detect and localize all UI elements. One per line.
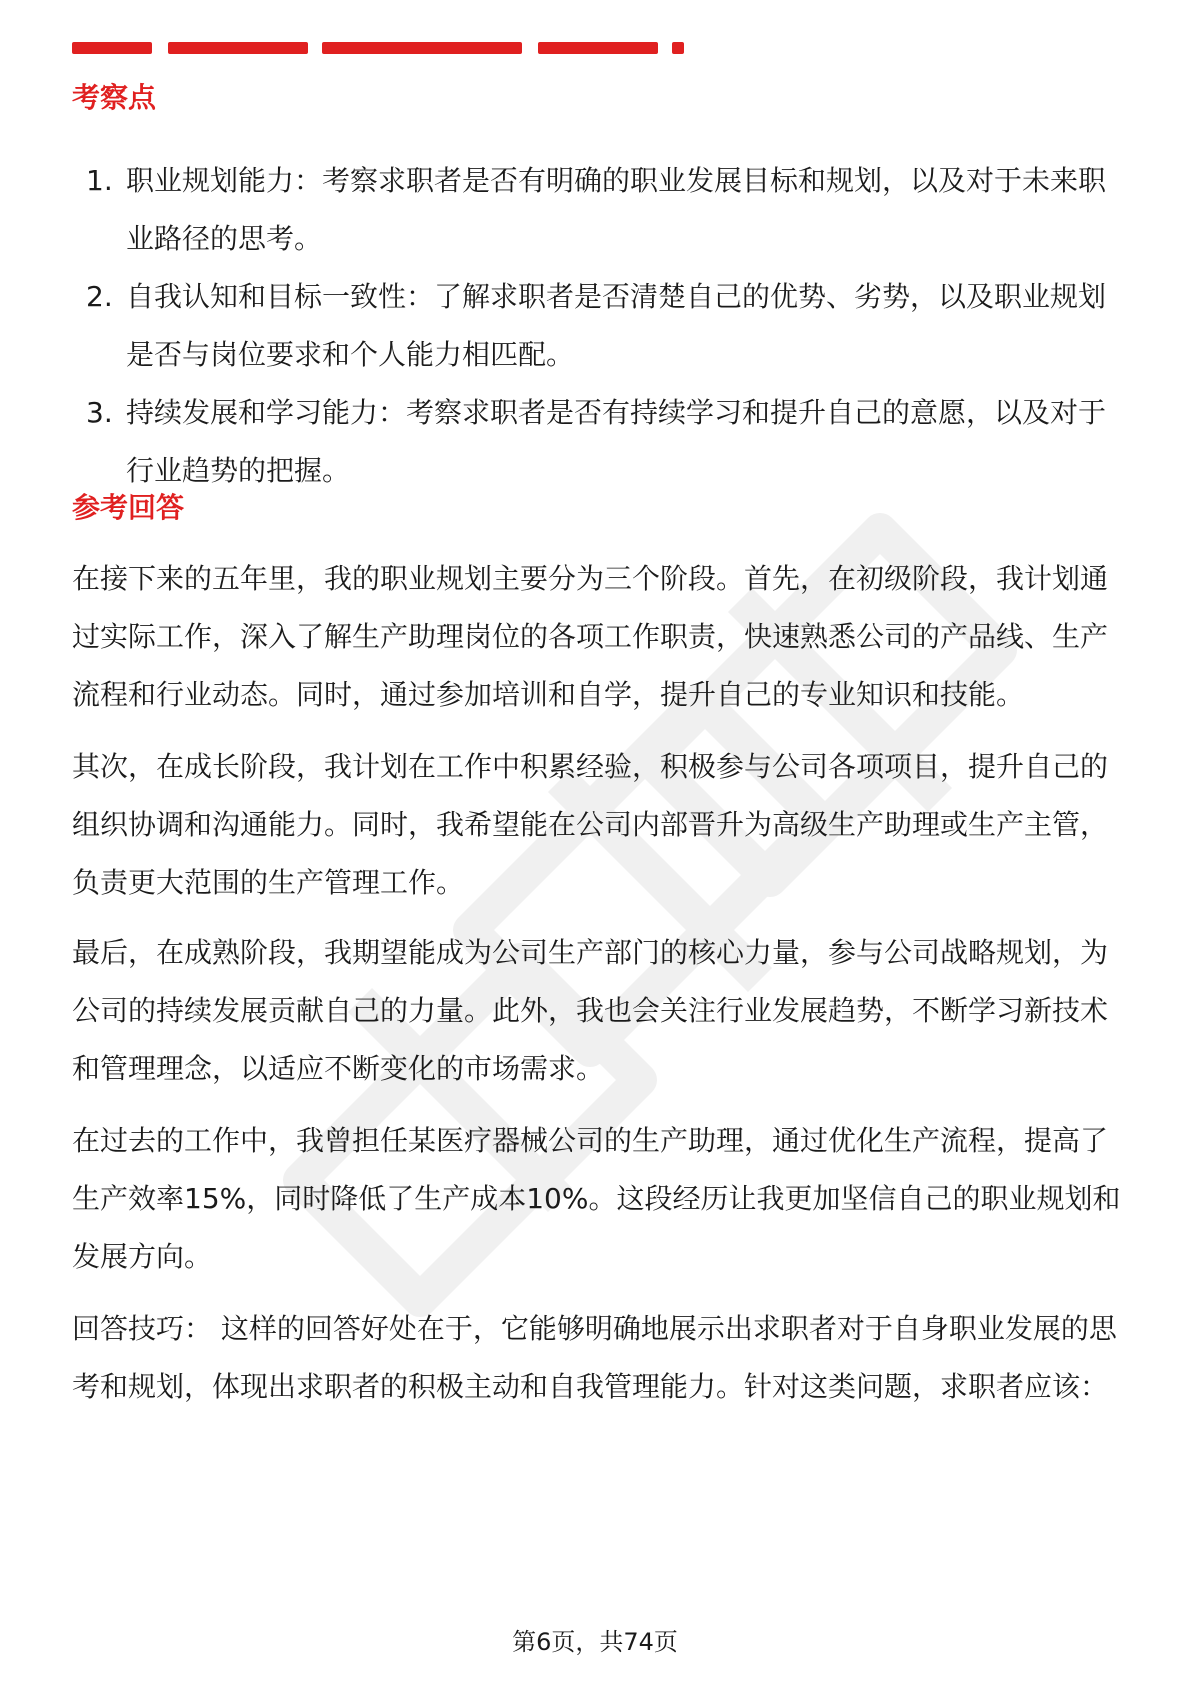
list-item <box>72 152 1122 268</box>
list-number: 2. <box>86 280 113 313</box>
list-item-text: 职业规划能力：考察求职者是否有明确的职业发展目标和规划，以及对于未来职业路径的思考。 <box>126 164 1107 255</box>
section-title-points: 考察点 <box>72 81 157 114</box>
cut-off-heading <box>72 38 692 56</box>
list-item <box>72 384 1122 500</box>
answer-paragraph: 在过去的工作中，我曾担任某医疗器械公司的生产助理，通过优化生产流程，提高了生产效率15%，同时降低了生产成本10%。这段经历让我更加坚信自己的职业规划和发展方向。 <box>72 1124 1121 1273</box>
answer-paragraph: 在接下来的五年里，我的职业规划主要分为三个阶段。首先，在初级阶段，我计划通过实际工作，深入了解生产助理岗位的各项工作职责，快速熟悉公司的产品线、生产流程和行业动态。同时，通过参加培训和自学，提升自己的专业知识和技能。 <box>72 562 1109 711</box>
tips-paragraph: 回答技巧： 这样的回答好处在于，它能够明确地展示出求职者对于自身职业发展的思考和规划，体现出求职者的积极主动和自我管理能力。针对这类问题，求职者应该： <box>72 1312 1117 1403</box>
list-item-text: 自我认知和目标一致性：了解求职者是否清楚自己的优势、劣势，以及职业规划是否与岗位要求和个人能力相匹配。 <box>126 280 1107 371</box>
answer-paragraph: 最后，在成熟阶段，我期望能成为公司生产部门的核心力量，参与公司战略规划，为公司的持续发展贡献自己的力量。此外，我也会关注行业发展趋势，不断学习新技术和管理理念，以适应不断变化的市场需求。 <box>72 936 1109 1085</box>
list-number: 3. <box>86 396 113 429</box>
answer-paragraph: 其次，在成长阶段，我计划在工作中积累经验，积极参与公司各项项目，提升自己的组织协调和沟通能力。同时，我希望能在公司内部晋升为高级生产助理或生产主管，负责更大范围的生产管理工作。 <box>72 750 1109 899</box>
points-list <box>72 152 1122 500</box>
list-item <box>72 268 1122 384</box>
list-item-text: 持续发展和学习能力：考察求职者是否有持续学习和提升自己的意愿，以及对于行业趋势的把握。 <box>126 396 1107 487</box>
section-title-answer: 参考回答 <box>72 491 185 524</box>
page-number: 第6页，共74页 <box>512 1628 678 1656</box>
list-number: 1. <box>86 164 113 197</box>
